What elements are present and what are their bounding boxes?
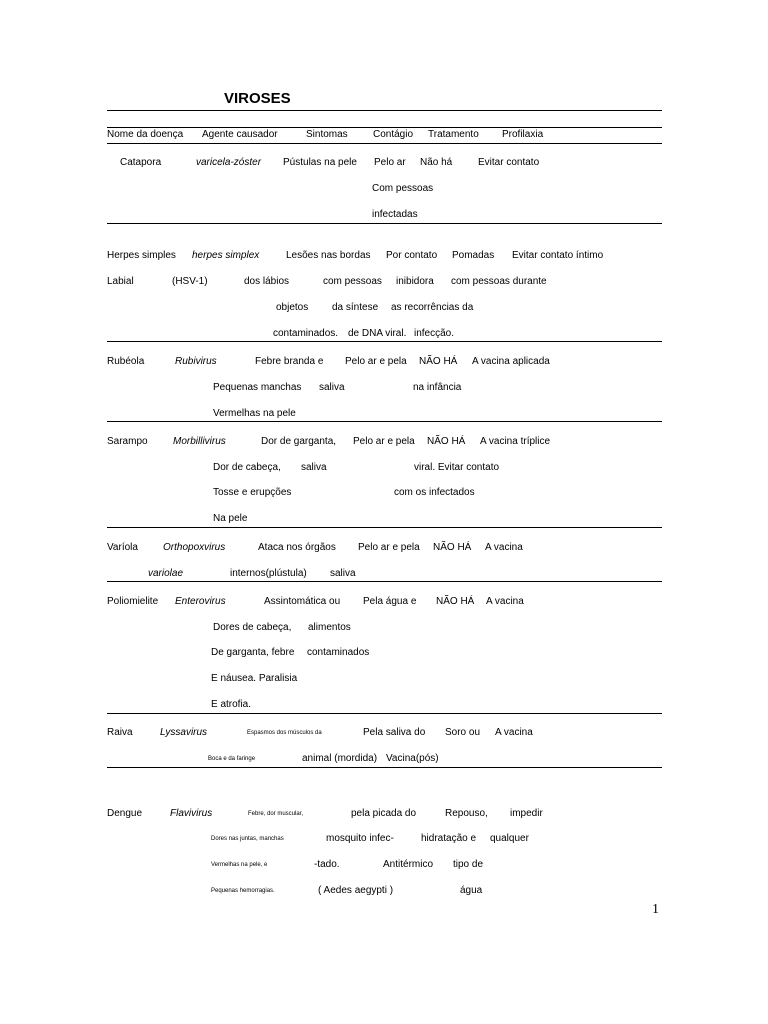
cell: -tado. (314, 859, 340, 870)
cell: Dores nas juntas, manchas (211, 836, 284, 842)
cell: Soro ou (445, 727, 481, 738)
cell: com os infectados (394, 487, 475, 498)
cell: inibidora (396, 276, 434, 287)
cell: pela picada do (351, 808, 417, 819)
cell: na infância (413, 382, 462, 393)
cell: Vacina(pós) (386, 753, 439, 764)
cell: Vermelhas na pele, e (211, 862, 268, 868)
cell: A vacina (486, 596, 524, 607)
cell: Assintomática ou (264, 596, 341, 607)
cell: Rubivirus (175, 356, 217, 367)
cell: água (460, 885, 483, 896)
cell: infecção. (414, 328, 455, 339)
cell: A vacina tríplice (480, 436, 551, 447)
header-cell: Agente causador (202, 129, 278, 140)
cell: Pelo ar (374, 157, 406, 168)
row-divider (107, 341, 662, 342)
cell: saliva (319, 382, 345, 393)
cell: hidratação e (421, 833, 477, 844)
cell: (HSV-1) (172, 276, 208, 287)
cell: A vacina (485, 542, 523, 553)
cell: Vermelhas na pele (213, 408, 296, 419)
cell: NÃO HÁ (433, 542, 472, 553)
cell: Rubéola (107, 356, 145, 367)
cell: Pelo ar e pela (353, 436, 415, 447)
cell: Pequenas hemorragias. (211, 888, 275, 894)
cell: A vacina aplicada (472, 356, 550, 367)
cell: Sarampo (107, 436, 148, 447)
cell: Pústulas na pele (283, 157, 357, 168)
cell: qualquer (490, 833, 529, 844)
cell: com pessoas (323, 276, 382, 287)
cell: Febre, dor muscular, (248, 811, 304, 817)
cell: da síntese (332, 302, 379, 313)
cell: Dor de cabeça, (213, 462, 281, 473)
cell: Febre branda e (255, 356, 324, 367)
cell: impedir (510, 808, 543, 819)
cell: Labial (107, 276, 134, 287)
cell: contaminados (307, 647, 370, 658)
cell: viral. Evitar contato (414, 462, 500, 473)
cell: Espasmos dos músculos da (247, 730, 322, 736)
cell: Por contato (386, 250, 438, 261)
cell: Dor de garganta, (261, 436, 337, 447)
header-cell: Tratamento (428, 129, 479, 140)
cell: Tosse e erupções (213, 487, 292, 498)
cell: Evitar contato (478, 157, 540, 168)
cell: internos(plústula) (230, 568, 307, 579)
cell: Varíola (107, 542, 138, 553)
cell: Pequenas manchas (213, 382, 302, 393)
cell: animal (mordida) (302, 753, 378, 764)
cell: Dores de cabeça, (213, 622, 292, 633)
cell: Poliomielite (107, 596, 159, 607)
cell: Dengue (107, 808, 143, 819)
cell: Repouso, (445, 808, 488, 819)
row-divider (107, 713, 662, 714)
cell: dos lábios (244, 276, 290, 287)
cell: Ataca nos órgãos (258, 542, 336, 553)
cell: objetos (276, 302, 309, 313)
cell: saliva (330, 568, 356, 579)
cell: Raiva (107, 727, 133, 738)
cell: A vacina (495, 727, 533, 738)
cell: ( Aedes aegypti ) (318, 885, 394, 896)
cell: Pela água e (363, 596, 417, 607)
cell: Orthopoxvirus (163, 542, 226, 553)
cell: herpes simplex (192, 250, 260, 261)
cell: Não há (420, 157, 453, 168)
cell: Herpes simples (107, 250, 176, 261)
cell: variolae (148, 568, 184, 579)
cell: Lyssavirus (160, 727, 208, 738)
cell: contaminados. (273, 328, 339, 339)
rule-header-bottom (107, 143, 662, 144)
cell: NÃO HÁ (436, 596, 475, 607)
cell: Com pessoas (372, 183, 434, 194)
cell: com pessoas durante (451, 276, 547, 287)
cell: Boca e da faringe (208, 756, 256, 762)
cell: Flavivirus (170, 808, 213, 819)
cell: Pelo ar e pela (345, 356, 407, 367)
cell: Morbillivirus (173, 436, 226, 447)
rule-top (107, 110, 662, 111)
cell: E atrofia. (211, 699, 252, 710)
document-title: VIROSES (224, 90, 291, 107)
cell: saliva (301, 462, 327, 473)
cell: E náusea. Paralisia (211, 673, 298, 684)
row-divider (107, 527, 662, 528)
cell: infectadas (372, 209, 418, 220)
cell: NÃO HÁ (419, 356, 458, 367)
cell: de DNA viral. (348, 328, 407, 339)
cell: varicela-zóster (196, 157, 262, 168)
cell: Evitar contato íntimo (512, 250, 604, 261)
row-divider (107, 223, 662, 224)
rule-header-top (107, 127, 662, 128)
cell: mosquito infec- (326, 833, 394, 844)
header-cell: Sintomas (306, 129, 348, 140)
cell: Enterovirus (175, 596, 226, 607)
cell: Na pele (213, 513, 248, 524)
cell: Catapora (120, 157, 162, 168)
header-cell: Contágio (373, 129, 414, 140)
cell: Pelo ar e pela (358, 542, 420, 553)
header-cell: Profilaxia (502, 129, 544, 140)
cell: Pomadas (452, 250, 495, 261)
cell: De garganta, febre (211, 647, 295, 658)
cell: tipo de (453, 859, 484, 870)
row-divider (107, 581, 662, 582)
cell: Pela saliva do (363, 727, 426, 738)
cell: NÃO HÁ (427, 436, 466, 447)
row-divider (107, 767, 662, 768)
cell: as recorrências da (391, 302, 474, 313)
cell: alimentos (308, 622, 351, 633)
page-number: 1 (652, 902, 659, 917)
cell: Antitérmico (383, 859, 434, 870)
cell: Lesões nas bordas (286, 250, 371, 261)
row-divider (107, 421, 662, 422)
header-cell: Nome da doença (107, 129, 184, 140)
